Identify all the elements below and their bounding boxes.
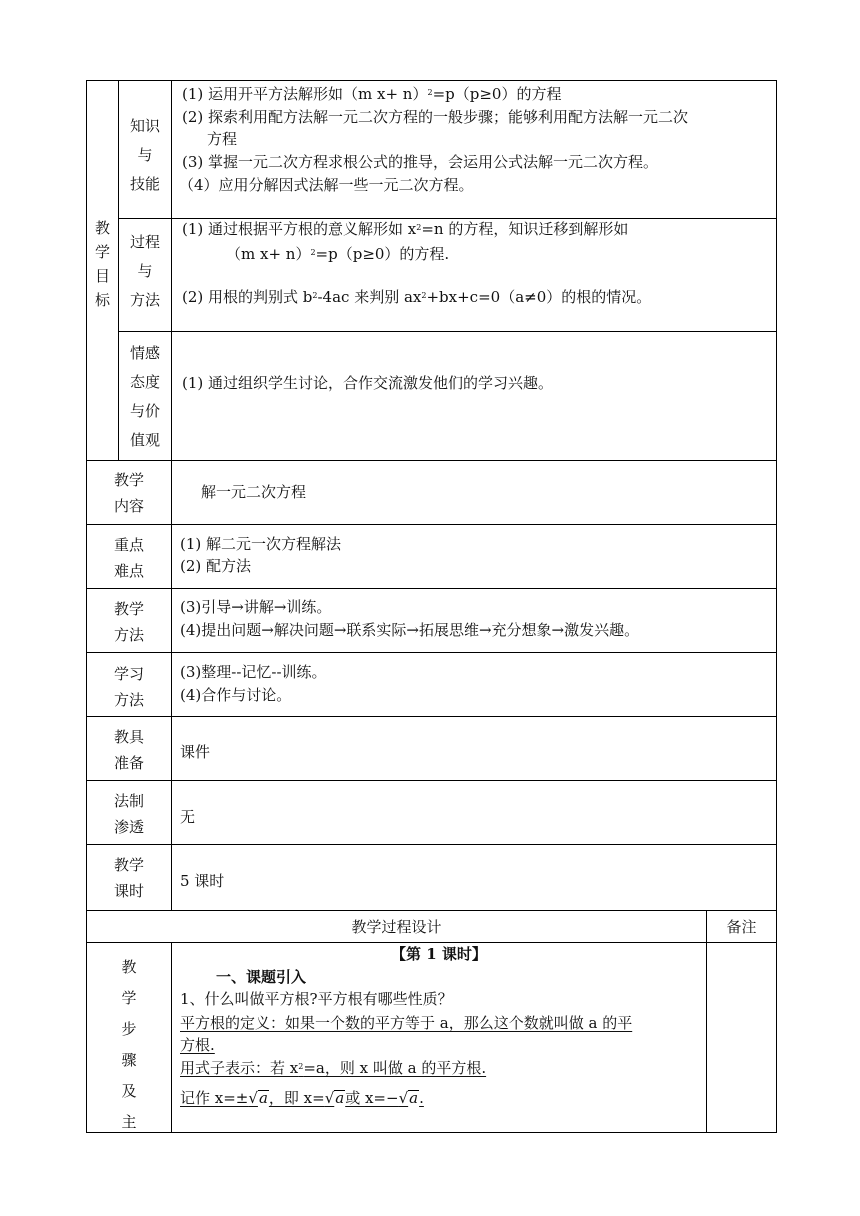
learning-method-label: 学习 方法 [113,665,144,709]
sqrt-sign: √ [398,1089,409,1107]
hours-label: 教学 课时 [113,856,144,900]
section-heading: 一、课题引入 [216,968,307,986]
process-design-header: 教学过程设计 [351,918,442,936]
tools-text: 课件 [180,743,211,761]
table-border [86,652,776,653]
keypoints-label: 重点 难点 [113,536,144,580]
table-border [776,80,777,1133]
notation-line: 记作 x=±√a，即 x=√a或 x=−√a. [180,1089,424,1107]
teaching-method-line: (4)提出问题→解决问题→联系实际→拓展思维→充分想象→激发兴趣。 [180,621,640,639]
table-border [86,1132,776,1133]
definition-line: 平方根的定义：如果一个数的平方等于 a，那么这个数就叫做 a 的平 [180,1014,633,1032]
knowledge-item: (3) 掌握一元二次方程求根公式的推导，会运用公式法解一元二次方程。 [182,153,659,171]
knowledge-item: (1) 运用开平方法解形如（m x+ n）$^2$=p（p≥0）的方程 [182,85,562,103]
process-label: 过程 与 方法 [129,233,160,309]
table-border [118,331,776,332]
teaching-method-label: 教学 方法 [113,600,144,644]
process-item: （m x+ n）$^2$=p（p≥0）的方程. [226,245,450,263]
knowledge-item: (2) 探索利用配方法解一元二次方程的一般步骤；能够利用配方法解一元二次 [182,108,689,126]
radicand: a [335,1089,345,1107]
table-border [706,911,707,1133]
sqrt-sign: √ [324,1089,335,1107]
learning-method-line: (3)整理--记忆--训练。 [180,663,327,681]
table-border [171,942,172,1133]
table-border [86,80,776,81]
notes-header: 备注 [726,918,757,936]
attitude-label: 情感 态度 与价 值观 [129,344,160,449]
sqrt-sign: √ [248,1089,258,1107]
steps-label: 教 学 步 骤 及 主 [121,958,137,1131]
lesson-title: 【第 1 课时】 [391,945,487,963]
keypoints-line: (1) 解二元一次方程解法 [180,535,342,553]
radicand: a [258,1089,268,1107]
keypoints-line: (2) 配方法 [180,557,252,575]
table-border [86,588,776,589]
radicand: a [409,1089,419,1107]
learning-method-line: (4)合作与讨论。 [180,686,292,704]
question-1: 1、什么叫做平方根?平方根有哪些性质？ [180,990,453,1008]
table-border [86,460,776,461]
table-border [86,844,776,845]
table-border [171,80,172,911]
table-border [118,218,776,219]
table-border [86,910,776,911]
process-item: (2) 用根的判别式 $b^2-4ac$ 来判别 $ax^2+bx+c=0(a\ne 0)$的根的情况。 [182,288,652,306]
law-text: 无 [180,808,196,826]
law-label: 法制 渗透 [113,792,144,836]
content-text: 解一元二次方程 [201,483,307,501]
table-border [86,716,776,717]
formula-line: 用式子表示：若 $x^2=a$，则 x 叫做 a 的平方根. [180,1059,487,1077]
objectives-label: 教 学 目 标 [94,219,110,309]
process-item: (1) 通过根据平方根的意义解形如 $x^2=n$ 的方程，知识迁移到解形如 [182,220,629,238]
hours-text: 5 课时 [180,872,225,890]
definition-line: 方根. [180,1036,215,1054]
tools-label: 教具 准备 [113,728,144,772]
table-border [86,524,776,525]
knowledge-label: 知识 与 技能 [129,117,160,193]
content-label: 教学 内容 [113,471,144,515]
table-border [86,780,776,781]
attitude-item: (1) 通过组织学生讨论，合作交流激发他们的学习兴趣。 [182,374,554,392]
knowledge-item: 方程 [207,130,238,148]
teaching-method-line: (3)引导→讲解→训练。 [180,598,332,616]
knowledge-item: （4）应用分解因式法解一些一元二次方程。 [179,176,474,194]
table-border [86,942,776,943]
